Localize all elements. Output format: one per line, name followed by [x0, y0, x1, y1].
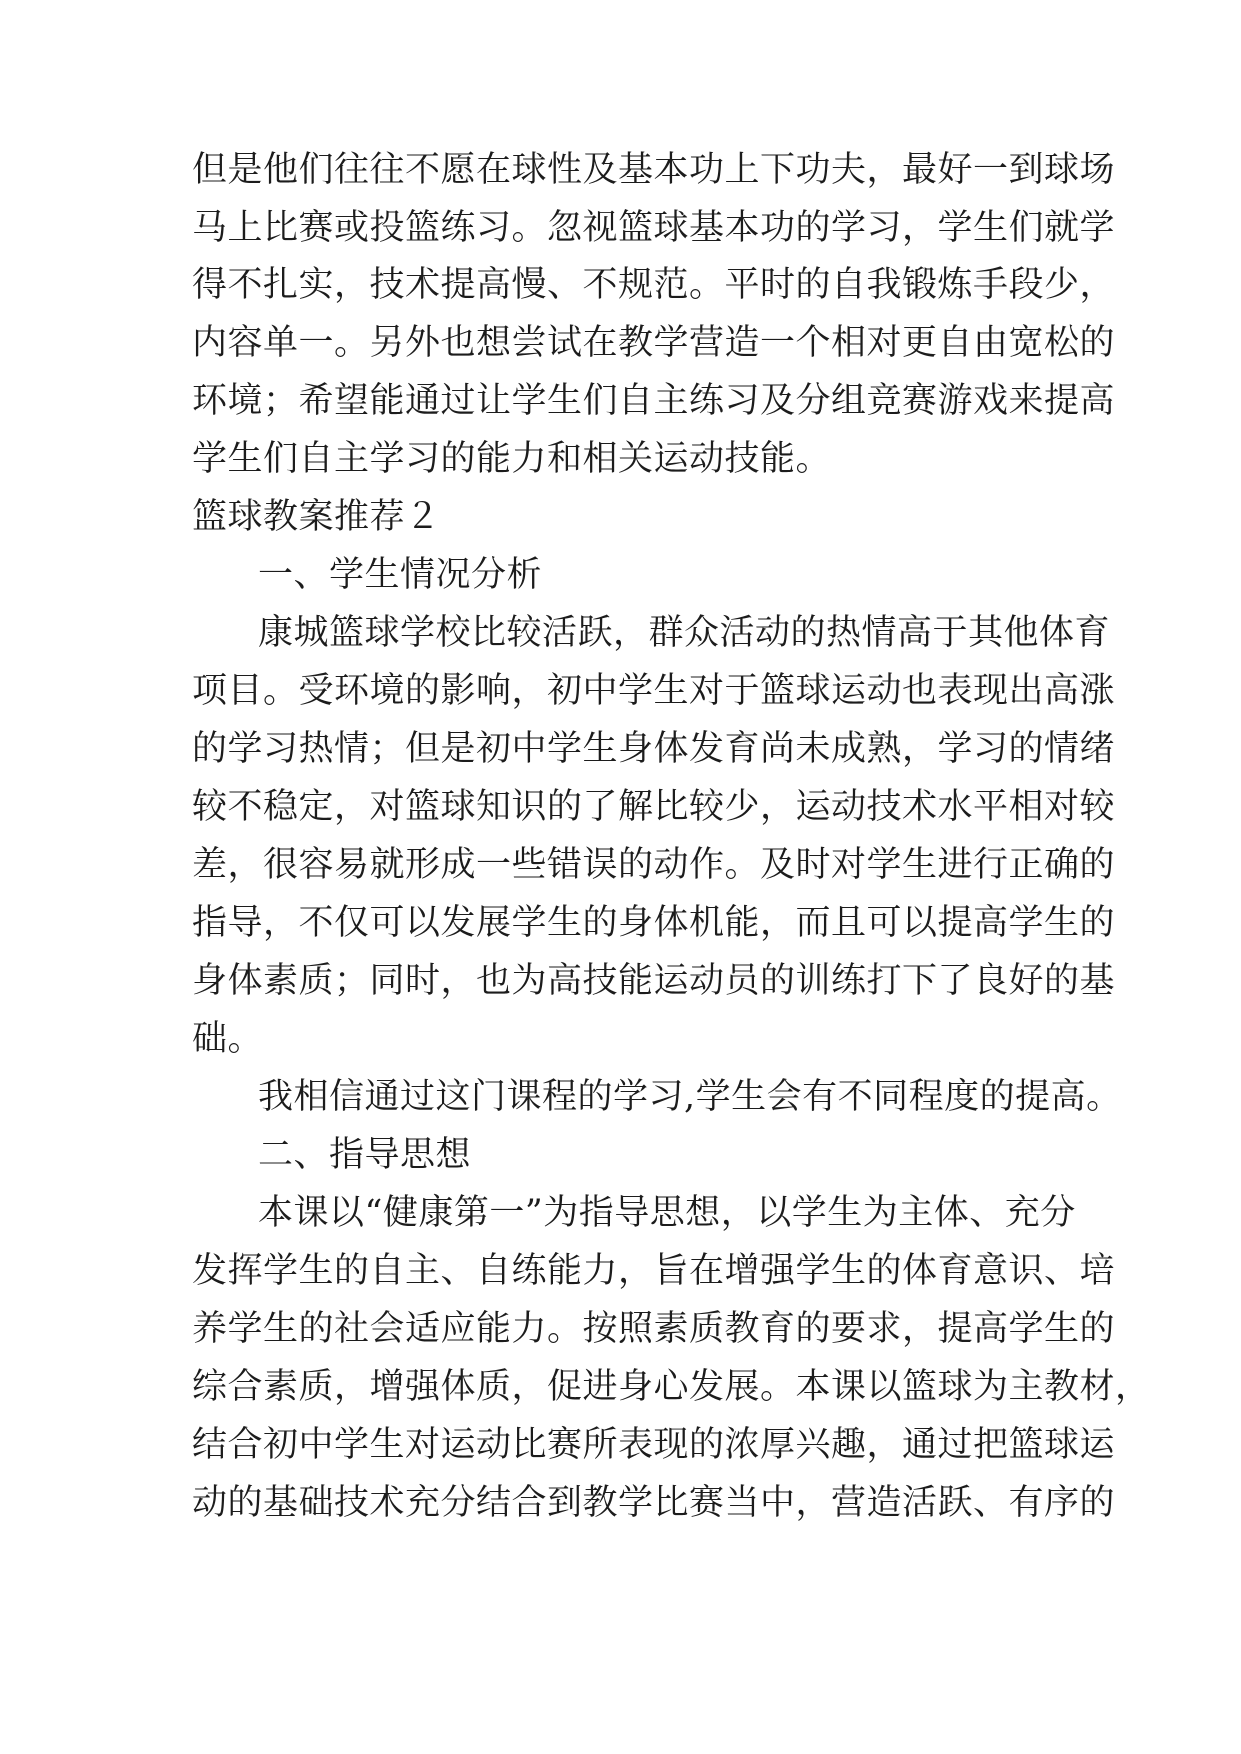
paragraph-line: 得不扎实，技术提高慢、不规范。平时的自我锻炼手段少，	[192, 265, 1116, 305]
paragraph-line: 础。	[192, 1019, 264, 1059]
paragraph-line: 身体素质；同时，也为高技能运动员的训练打下了良好的基	[192, 961, 1116, 1001]
section-heading: 二、指导思想	[258, 1135, 472, 1175]
paragraph-line: 发挥学生的自主、自练能力，旨在增强学生的体育意识、培	[192, 1251, 1116, 1291]
paragraph-line: 学生们自主学习的能力和相关运动技能。	[192, 439, 832, 479]
paragraph-line: 但是他们往往不愿在球性及基本功上下功夫，最好一到球场	[192, 150, 1116, 190]
paragraph-line: 内容单一。另外也想尝试在教学营造一个相对更自由宽松的	[192, 323, 1116, 363]
paragraph-line: 本课以“健康第一”为指导思想，以学生为主体、充分	[258, 1193, 1076, 1233]
paragraph-line: 较不稳定，对篮球知识的了解比较少，运动技术水平相对较	[192, 787, 1116, 827]
section-title: 篮球教案推荐２	[192, 497, 441, 537]
paragraph-line: 的学习热情；但是初中学生身体发育尚未成熟，学习的情绪	[192, 729, 1116, 769]
paragraph-line: 项目。受环境的影响，初中学生对于篮球运动也表现出高涨	[192, 671, 1116, 711]
paragraph-line: 指导，不仅可以发展学生的身体机能，而且可以提高学生的	[192, 903, 1116, 943]
section-heading: 一、学生情况分析	[258, 555, 543, 595]
paragraph-line: 结合初中学生对运动比赛所表现的浓厚兴趣，通过把篮球运	[192, 1425, 1116, 1465]
paragraph-line: 差，很容易就形成一些错误的动作。及时对学生进行正确的	[192, 845, 1116, 885]
paragraph-line: 康城篮球学校比较活跃，群众活动的热情高于其他体育	[258, 613, 1111, 653]
paragraph-line: 养学生的社会适应能力。按照素质教育的要求，提高学生的	[192, 1309, 1116, 1349]
paragraph-line: 动的基础技术充分结合到教学比赛当中，营造活跃、有序的	[192, 1483, 1116, 1523]
paragraph-line: 环境；希望能通过让学生们自主练习及分组竞赛游戏来提高	[192, 381, 1116, 421]
paragraph-line: 综合素质，增强体质，促进身心发展。本课以篮球为主教材，	[192, 1367, 1151, 1407]
paragraph-line: 马上比赛或投篮练习。忽视篮球基本功的学习，学生们就学	[192, 208, 1116, 248]
paragraph-line: 我相信通过这门课程的学习,学生会有不同程度的提高。	[258, 1077, 1122, 1117]
